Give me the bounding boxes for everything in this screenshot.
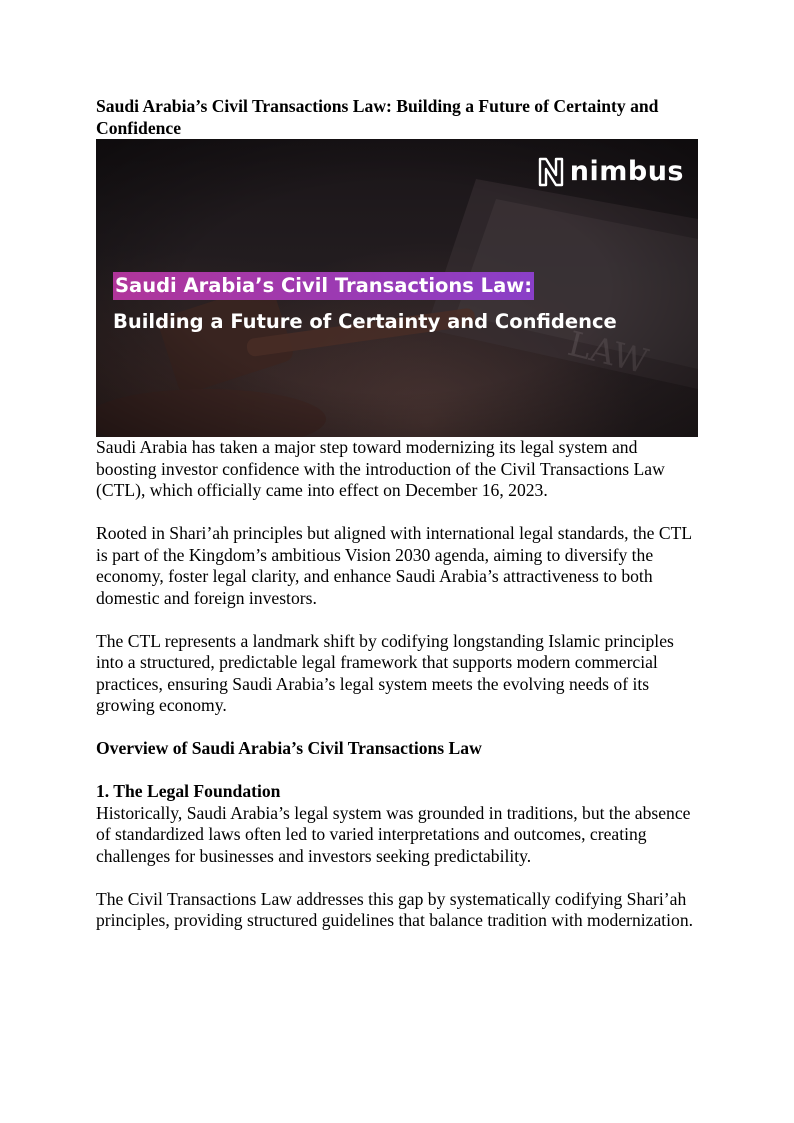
document-page bbox=[96, 96, 698, 932]
subsection-paragraph-1: Historically, Saudi Arabia’s legal system was grounded in traditions, but the absence of standardized laws often led to varied interpretations and outcomes, creating challenges for businesses and investors seeking predictability. bbox=[96, 802, 691, 866]
nimbus-logo bbox=[538, 155, 684, 189]
hero-banner-image bbox=[96, 139, 698, 437]
document-title: Saudi Arabia’s Civil Transactions Law: Building a Future of Certainty and Confidence bbox=[96, 96, 659, 138]
subsection-paragraph-2: The Civil Transactions Law addresses this gap by systematically codifying Shari’ah principles, providing structured guidelines that balance tradition with modernization. bbox=[96, 888, 694, 930]
nimbus-logo-icon bbox=[538, 155, 564, 189]
section-heading: Overview of Saudi Arabia’s Civil Transactions Law bbox=[96, 738, 482, 758]
intro-paragraph-2: Rooted in Shari’ah principles but aligned with international legal standards, the CTL is part of the Kingdom’s ambitious Vision 2030 agenda, aiming to diversify the economy, foster legal clarity, and enhance Saudi Arabia’s attractiveness to both domestic and foreign investors. bbox=[96, 523, 692, 608]
intro-paragraph-3: The CTL represents a landmark shift by codifying longstanding Islamic principles into a structured, predictable legal framework that supports modern commercial practices, ensuring Saudi Arabia’s legal system meets the evolving needs of its growing economy. bbox=[96, 630, 674, 715]
subsection-heading: 1. The Legal Foundation bbox=[96, 781, 281, 801]
logo-wordmark: nimbus bbox=[569, 156, 684, 188]
intro-paragraph-1: Saudi Arabia has taken a major step toward modernizing its legal system and boosting investor confidence with the introduction of the Civil Transactions Law (CTL), which officially came into effect on December 16, 2023. bbox=[96, 437, 665, 500]
banner-headline-line2: Building a Future of Certainty and Confidence bbox=[113, 310, 617, 333]
banner-headline bbox=[113, 271, 617, 337]
banner-headline-line1: Saudi Arabia’s Civil Transactions Law: bbox=[113, 272, 534, 300]
